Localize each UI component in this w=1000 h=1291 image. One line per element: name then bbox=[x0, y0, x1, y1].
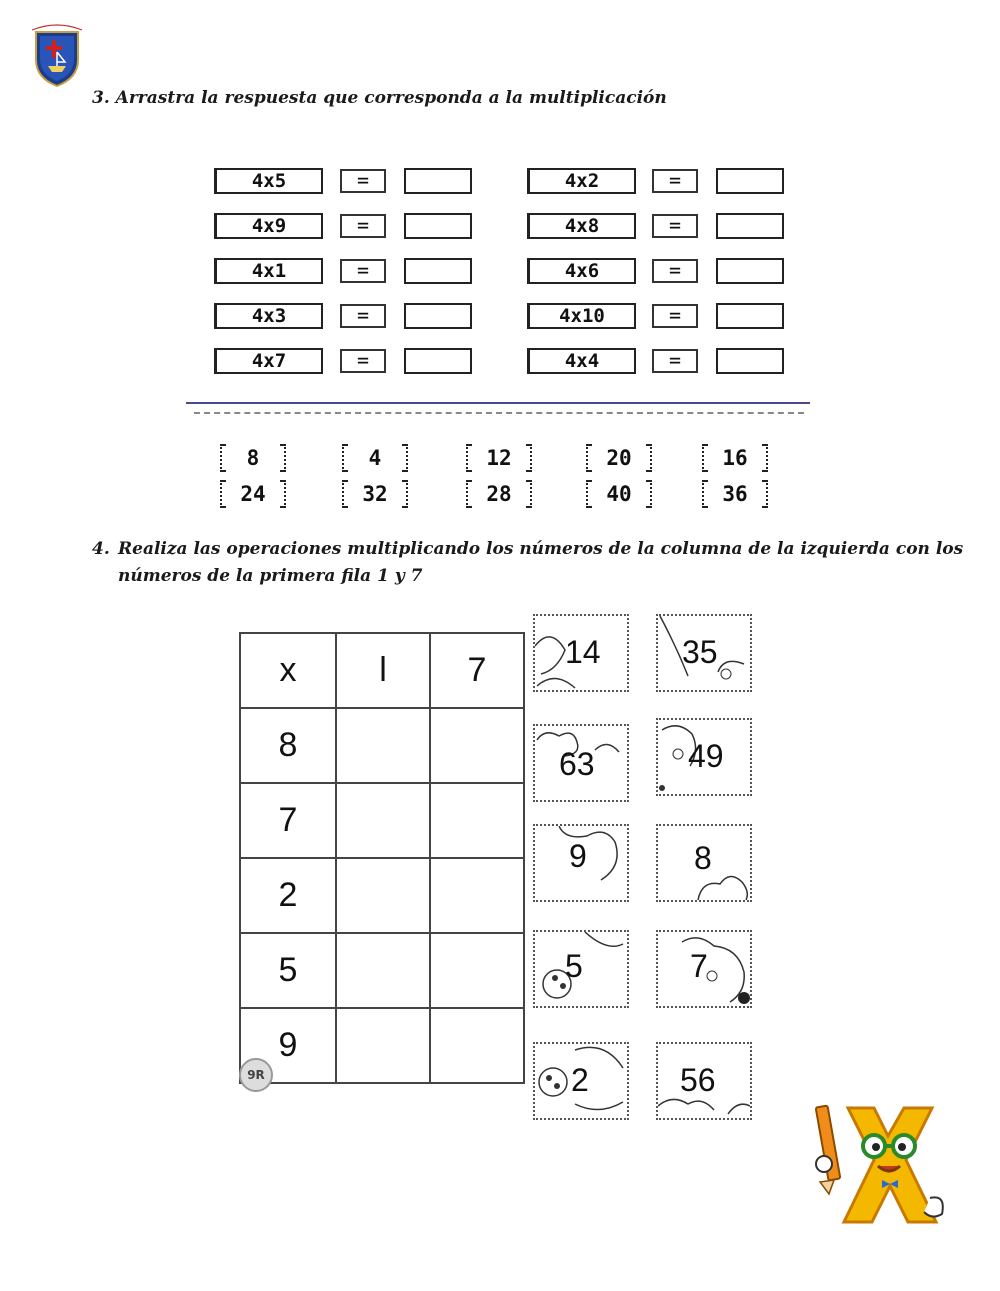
piece-number: 8 bbox=[694, 840, 712, 876]
answer-tile[interactable]: 12 bbox=[466, 444, 532, 472]
operation-box: 4x2 bbox=[527, 168, 636, 194]
answer-cell[interactable] bbox=[336, 1008, 430, 1083]
operation-box: 4x5 bbox=[214, 168, 323, 194]
answer-cell[interactable] bbox=[430, 708, 524, 783]
piece-number: 2 bbox=[571, 1062, 589, 1098]
answer-tile[interactable]: 24 bbox=[220, 480, 286, 508]
answer-cell[interactable] bbox=[336, 783, 430, 858]
puzzle-piece[interactable] bbox=[656, 1042, 752, 1120]
answer-drop-slot[interactable] bbox=[404, 258, 472, 284]
answer-tile[interactable]: 4 bbox=[342, 444, 408, 472]
equals-box: = bbox=[652, 349, 698, 373]
divider-line bbox=[186, 402, 810, 404]
row-factor-cell: 2 bbox=[240, 858, 336, 933]
equals-box: = bbox=[340, 169, 386, 193]
row-factor-cell: 9 bbox=[240, 1008, 336, 1083]
answer-drop-slot[interactable] bbox=[404, 303, 472, 329]
equals-box: = bbox=[340, 214, 386, 238]
answer-tile[interactable]: 36 bbox=[702, 480, 768, 508]
puzzle-piece[interactable] bbox=[533, 824, 629, 902]
puzzle-piece[interactable] bbox=[656, 824, 752, 902]
table-header-cell: x bbox=[240, 633, 336, 708]
table-row bbox=[240, 858, 524, 933]
row-factor-cell: 7 bbox=[240, 783, 336, 858]
table-row bbox=[240, 708, 524, 783]
answer-tile[interactable]: 40 bbox=[586, 480, 652, 508]
equals-box: = bbox=[652, 259, 698, 283]
answer-drop-slot[interactable] bbox=[716, 168, 784, 194]
qr-badge-icon: 9R bbox=[239, 1058, 273, 1092]
answer-drop-slot[interactable] bbox=[404, 348, 472, 374]
operation-box: 4x4 bbox=[527, 348, 636, 374]
puzzle-piece[interactable] bbox=[656, 930, 752, 1008]
exercise4-heading-line2: números de la primera fila 1 y 7 bbox=[118, 566, 423, 586]
answer-tile[interactable]: 16 bbox=[702, 444, 768, 472]
exercise4-number: 4. bbox=[92, 539, 110, 559]
equals-box: = bbox=[652, 214, 698, 238]
piece-number: 7 bbox=[690, 948, 708, 984]
puzzle-piece[interactable] bbox=[656, 718, 752, 796]
puzzle-piece[interactable] bbox=[656, 614, 752, 692]
puzzle-piece[interactable] bbox=[533, 930, 629, 1008]
answer-tile[interactable]: 20 bbox=[586, 444, 652, 472]
answer-drop-slot[interactable] bbox=[716, 348, 784, 374]
piece-number: 49 bbox=[688, 738, 724, 774]
operation-box: 4x3 bbox=[214, 303, 323, 329]
piece-number: 14 bbox=[565, 634, 601, 670]
operation-box: 4x1 bbox=[214, 258, 323, 284]
exercise3-heading: 3. Arrastra la respuesta que corresponda a la multiplicación bbox=[92, 88, 667, 108]
answer-cell[interactable] bbox=[430, 783, 524, 858]
answer-cell[interactable] bbox=[336, 708, 430, 783]
operation-box: 4x7 bbox=[214, 348, 323, 374]
operation-box: 4x8 bbox=[527, 213, 636, 239]
answer-drop-slot[interactable] bbox=[404, 213, 472, 239]
answer-cell[interactable] bbox=[336, 933, 430, 1008]
exercise4-heading bbox=[92, 536, 972, 590]
operation-box: 4x10 bbox=[527, 303, 636, 329]
piece-number: 63 bbox=[559, 746, 595, 782]
row-factor-cell: 5 bbox=[240, 933, 336, 1008]
answer-drop-slot[interactable] bbox=[716, 213, 784, 239]
answer-cell[interactable] bbox=[430, 858, 524, 933]
answer-cell[interactable] bbox=[430, 933, 524, 1008]
exercise4-heading-line1: Realiza las operaciones multiplicando los números de la columna de la izquierda con los bbox=[118, 539, 964, 559]
row-factor-cell: 8 bbox=[240, 708, 336, 783]
puzzle-piece[interactable] bbox=[533, 614, 629, 692]
piece-number: 35 bbox=[682, 634, 718, 670]
equals-box: = bbox=[340, 349, 386, 373]
table-header-row bbox=[240, 633, 524, 708]
table-header-cell: 7 bbox=[430, 633, 524, 708]
puzzle-piece[interactable] bbox=[533, 1042, 629, 1120]
table-row bbox=[240, 933, 524, 1008]
answer-tile[interactable]: 32 bbox=[342, 480, 408, 508]
multiplication-table bbox=[239, 632, 525, 1084]
answer-cell[interactable] bbox=[336, 858, 430, 933]
answer-drop-slot[interactable] bbox=[716, 303, 784, 329]
answer-tile[interactable]: 8 bbox=[220, 444, 286, 472]
piece-number: 9 bbox=[569, 838, 587, 874]
exercise3-worksheet bbox=[186, 160, 810, 515]
piece-number: 56 bbox=[680, 1062, 716, 1098]
operation-box: 4x6 bbox=[527, 258, 636, 284]
dashed-cut-line bbox=[194, 412, 804, 414]
piece-number: 5 bbox=[565, 948, 583, 984]
table-row bbox=[240, 1008, 524, 1083]
equals-box: = bbox=[340, 304, 386, 328]
answer-drop-slot[interactable] bbox=[404, 168, 472, 194]
puzzle-piece[interactable] bbox=[533, 724, 629, 802]
answer-cell[interactable] bbox=[430, 1008, 524, 1083]
equals-box: = bbox=[652, 169, 698, 193]
operation-box: 4x9 bbox=[214, 213, 323, 239]
equals-box: = bbox=[652, 304, 698, 328]
table-header-cell: l bbox=[336, 633, 430, 708]
mascot-x-character-icon bbox=[812, 1098, 952, 1232]
school-logo bbox=[28, 22, 86, 88]
answer-tile[interactable]: 28 bbox=[466, 480, 532, 508]
table-row bbox=[240, 783, 524, 858]
answer-drop-slot[interactable] bbox=[716, 258, 784, 284]
equals-box: = bbox=[340, 259, 386, 283]
